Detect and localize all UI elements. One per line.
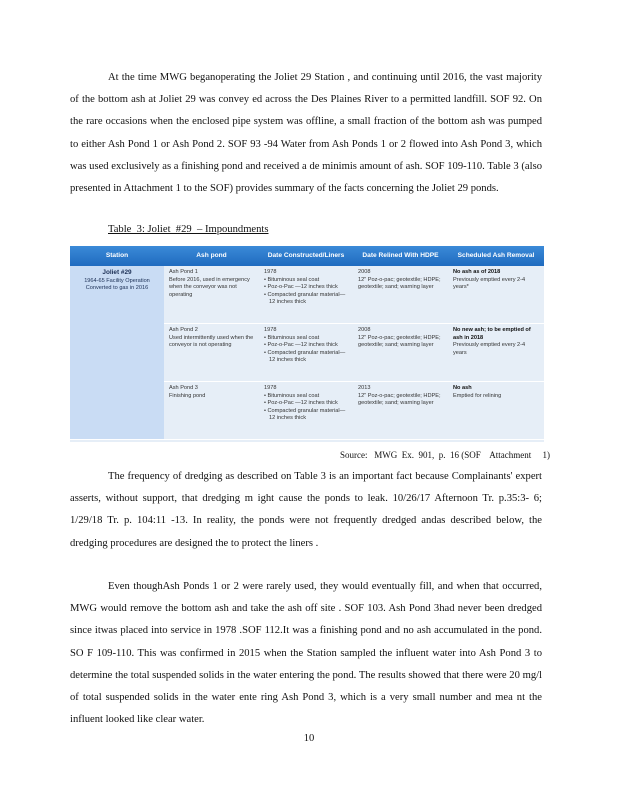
table-header-cell: Scheduled Ash Removal <box>448 246 544 266</box>
liner-item: • Poz-o-Pac —12 inches thick <box>264 342 338 349</box>
relined-cell <box>353 382 448 440</box>
date-value: 1978 <box>264 269 277 275</box>
table-header-cell: Ash pond <box>164 246 259 266</box>
relined-year: 2008 <box>358 269 371 275</box>
removal-cell <box>448 266 544 324</box>
pond-name: Ash Pond 3 <box>169 385 198 391</box>
liner-item: • Compacted granular material—12 inches thick <box>264 349 346 364</box>
pond-name: Ash Pond 2 <box>169 327 198 333</box>
removal-status: No new ash; to be emptied of ash in 2018 <box>453 327 531 341</box>
relined-note: 12" Poz-o-pac; geotextile; HDPE; geotextile; sand; warning layer <box>358 392 441 407</box>
table-header-cell: Date Constructed/Liners <box>259 246 353 266</box>
table-row <box>70 266 544 324</box>
paragraph-2-text: The frequency of dredging as described on Table 3 is an important fact because Complainants' expert asserts, without support, that dredging m ight cause the ponds to leak. 10/26/17 Afternoon Tr. p.35:3- 6; 1/29/18 Tr. p. 104:11 -13. In reality, the ponds were not frequently dredged andas described below, the dredging procedures are designed the to protect the liners . <box>70 471 542 549</box>
relined-note: 12" Poz-o-pac; geotextile; HDPE; geotextile; sand; warning layer <box>358 334 441 349</box>
station-cell <box>70 266 164 440</box>
liner-item: • Compacted granular material—12 inches thick <box>264 291 346 306</box>
pond-note: Finishing pond <box>169 392 206 399</box>
relined-year: 2013 <box>358 385 371 391</box>
date-cell <box>259 382 353 440</box>
pond-cell <box>164 324 259 382</box>
pond-name: Ash Pond 1 <box>169 269 198 275</box>
pond-cell <box>164 382 259 440</box>
page-number: 10 <box>303 733 315 744</box>
table-caption: Table 3: Joliet #29 – Impoundments <box>108 224 269 235</box>
liner-item: • Bituminous seal coat <box>264 392 320 399</box>
relined-note: 12" Poz-o-pac; geotextile; HDPE; geotextile; sand; warning layer <box>358 276 441 291</box>
date-cell <box>259 324 353 382</box>
liner-item: • Poz-o-Pac —12 inches thick <box>264 284 338 291</box>
liner-item: • Poz-o-Pac —12 inches thick <box>264 400 338 407</box>
relined-cell <box>353 266 448 324</box>
date-value: 1978 <box>264 327 277 333</box>
pond-note: Used intermittently used when the conveyor is not operating <box>169 334 254 349</box>
table-source: Source: MWG Ex. 901, p. 16 (SOF Attachment 1) <box>340 450 550 460</box>
removal-status: No ash as of 2018 <box>453 269 501 275</box>
removal-status: No ash <box>453 385 472 391</box>
removal-note: Emptied for relining <box>453 392 502 399</box>
paragraph-2 <box>70 466 542 555</box>
table-header-cell: Station <box>70 246 164 266</box>
station-note: 1964-65 Facility Operation Converted to gas in 2016 <box>84 277 150 292</box>
liner-item: • Bituminous seal coat <box>264 334 320 341</box>
date-value: 1978 <box>264 385 277 391</box>
liner-item: • Compacted granular material—12 inches thick <box>264 407 346 422</box>
removal-cell <box>448 382 544 440</box>
impoundments-table <box>70 246 544 442</box>
removal-cell <box>448 324 544 382</box>
liner-item: • Bituminous seal coat <box>264 276 320 283</box>
pond-cell <box>164 266 259 324</box>
relined-year: 2008 <box>358 327 371 333</box>
removal-note: Previously emptied every 2-4 years <box>453 342 526 356</box>
table-header-cell: Date Relined With HDPE <box>353 246 448 266</box>
paragraph-1 <box>70 67 542 200</box>
paragraph-1-text: At the time MWG beganoperating the Joliet 29 Station , and continuing until 2016, the vast majority of the bottom ash at Joliet 29 was convey ed across the Des Plaines River to a permitted landfill. SOF 92. On the rare occasions when the enclosed pipe system was offline, a small fraction of the bottom ash was pumped to either Ash Pond 1 or Ash Pond 2. SOF 93 -94 Water from Ash Ponds 1 or 2 flowed into Ash Pond 3, which was used exclusively as a finishing pond and received a de minimis amount of ash. SOF 109-110. Table 3 (also presented in Attachment 1 to the SOF) provides summary of the facts concerning the Joliet 29 ponds. <box>70 72 542 195</box>
station-name: Joliet #29 <box>102 269 132 276</box>
table-header-row <box>70 246 544 266</box>
date-cell <box>259 266 353 324</box>
relined-cell <box>353 324 448 382</box>
paragraph-3 <box>70 576 542 731</box>
pond-note: Before 2016, used in emergency when the conveyor was not operating <box>169 276 250 298</box>
paragraph-3-text: Even thoughAsh Ponds 1 or 2 were rarely used, they would eventually fill, and when that occurred, MWG would remove the bottom ash and take the ash off site . SOF 103. Ash Pond 3had never been dredged since itwas placed into service in 1978 .SOF 112.It was a finishing pond and no ash accumulated in the pond. SO F 109-110. This was confirmed in 2015 when the Station sampled the influent water into Ash Pond 3 to determine the total suspended solids in the water entering the pond. The results showed that there were 20 mg/l of total suspended solids in the water ente ring Ash Pond 3, which is a very small number and mea nt the influent looked like clear water. <box>70 581 542 726</box>
removal-note: Previously emptied every 2-4 years* <box>453 276 526 291</box>
